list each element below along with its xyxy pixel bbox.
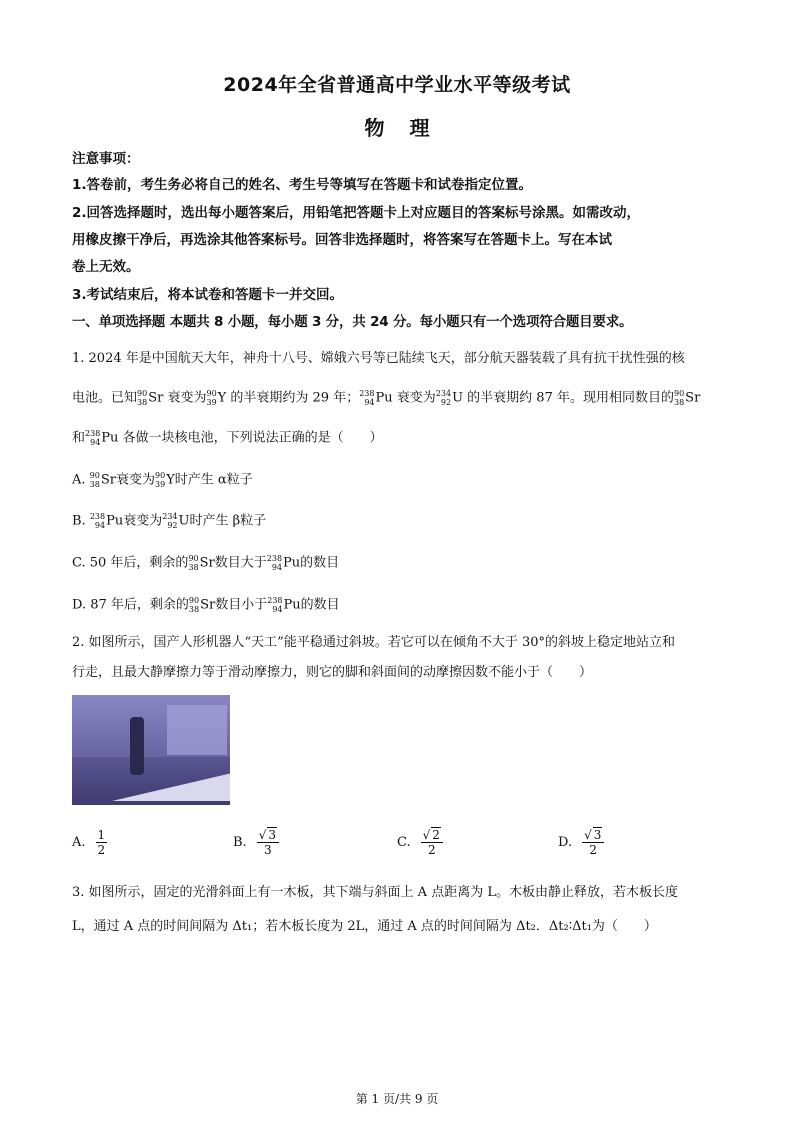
notes-heading: 注意事项： xyxy=(72,151,140,167)
subject-title: 物 理 xyxy=(364,116,430,140)
q1-option-a: A. 90 38 Sr衰变为 90 39 Y时产生 α粒子 xyxy=(72,471,253,489)
q2-option-d: D. $\frac{√ 3}{2}$ xyxy=(558,828,604,857)
section-heading: 一、单项选择题 本题共 8 小题，每小题 3 分，共 24 分。每小题只有一个选项符合题目要求。 xyxy=(72,314,633,330)
q2-option-c: C. $\frac{√ 2}{2}$ xyxy=(397,828,443,857)
q2-option-a: A. $\frac{1}{2}$ xyxy=(72,828,106,857)
q2-stem-line-1: 2. 如图所示，国产人形机器人“天工”能平稳通过斜坡。若它可以在倾角不大于 30°的斜坡上稳定地站立和 xyxy=(72,635,676,650)
q1-stem-line-1: 1. 2024 年是中国航天大年，神舟十八号、嫦娥六号等已陆续飞天，部分航天器装载了具有抗干扰性强的核 xyxy=(72,351,685,366)
q1-option-d: D. 87 年后，剩余的 90 38 Sr数目小于 238 94 Pu的数目 xyxy=(72,596,340,614)
q2-option-b: B. $\frac{√ 3}{3}$ xyxy=(233,828,279,857)
nuclide-pu: 238 94 Pu xyxy=(359,389,393,407)
q1-stem-line-2: 电池。已知 90 38 Sr 衰变为 90 39 Y 的半衰期约为 29 年； 238 94 Pu 衰变为 234 92 U 的半衰期约 87 年。现用相同数目的 90 38 Sr xyxy=(72,389,701,407)
q3-stem-line-2: L，通过 A 点的时间间隔为 Δt₁；若木板长度为 2L，通过 A 点的时间间隔为 Δt₂．Δt₂∶Δt₁为（ ） xyxy=(72,919,657,934)
notes-item-2-cont: 用橡皮擦干净后，再选涂其他答案标号。回答非选择题时，将答案写在答题卡上。写在本试 xyxy=(72,232,612,248)
page-footer: 第 1 页/共 9 页 xyxy=(355,1092,439,1106)
notes-item-2: 2.回答选择题时，选出每小题答案后，用铅笔把答题卡上对应题目的答案标号涂黑。如需改动， xyxy=(72,205,641,221)
q2-stem-line-2: 行走，且最大静摩擦力等于滑动摩擦力，则它的脚和斜面间的动摩擦因数不能小于（ ） xyxy=(72,665,593,680)
nuclide-sr: 90 38 Sr xyxy=(137,389,164,407)
notes-item-1: 1.答卷前，考生务必将自己的姓名、考生号等填写在答题卡和试卷指定位置。 xyxy=(72,177,533,193)
q1-option-b: B. 238 94 Pu衰变为 234 92 U时产生 β粒子 xyxy=(72,512,267,530)
exam-title: 2024年全省普通高中学业水平等级考试 xyxy=(223,74,571,96)
q3-stem-line-1: 3. 如图所示，固定的光滑斜面上有一木板，其下端与斜面上 A 点距离为 L。木板由静止释放，若木板长度 xyxy=(72,885,678,900)
nuclide-pu: 238 94 Pu xyxy=(85,429,119,447)
nuclide-sr: 90 38 Sr xyxy=(673,389,701,407)
notes-item-3: 3.考试结束后，将本试卷和答题卡一并交回。 xyxy=(72,287,344,303)
notes-item-2-end: 卷上无效。 xyxy=(72,259,140,275)
robot-on-slope-photo xyxy=(72,695,230,805)
q1-option-c: C. 50 年后，剩余的 90 38 Sr数目大于 238 94 Pu的数目 xyxy=(72,554,340,572)
nuclide-y: 90 39 Y xyxy=(206,389,227,407)
nuclide-u: 234 92 U xyxy=(435,389,464,407)
q1-stem-line-3: 和 238 94 Pu 各做一块核电池，下列说法正确的是（ ） xyxy=(72,429,383,447)
